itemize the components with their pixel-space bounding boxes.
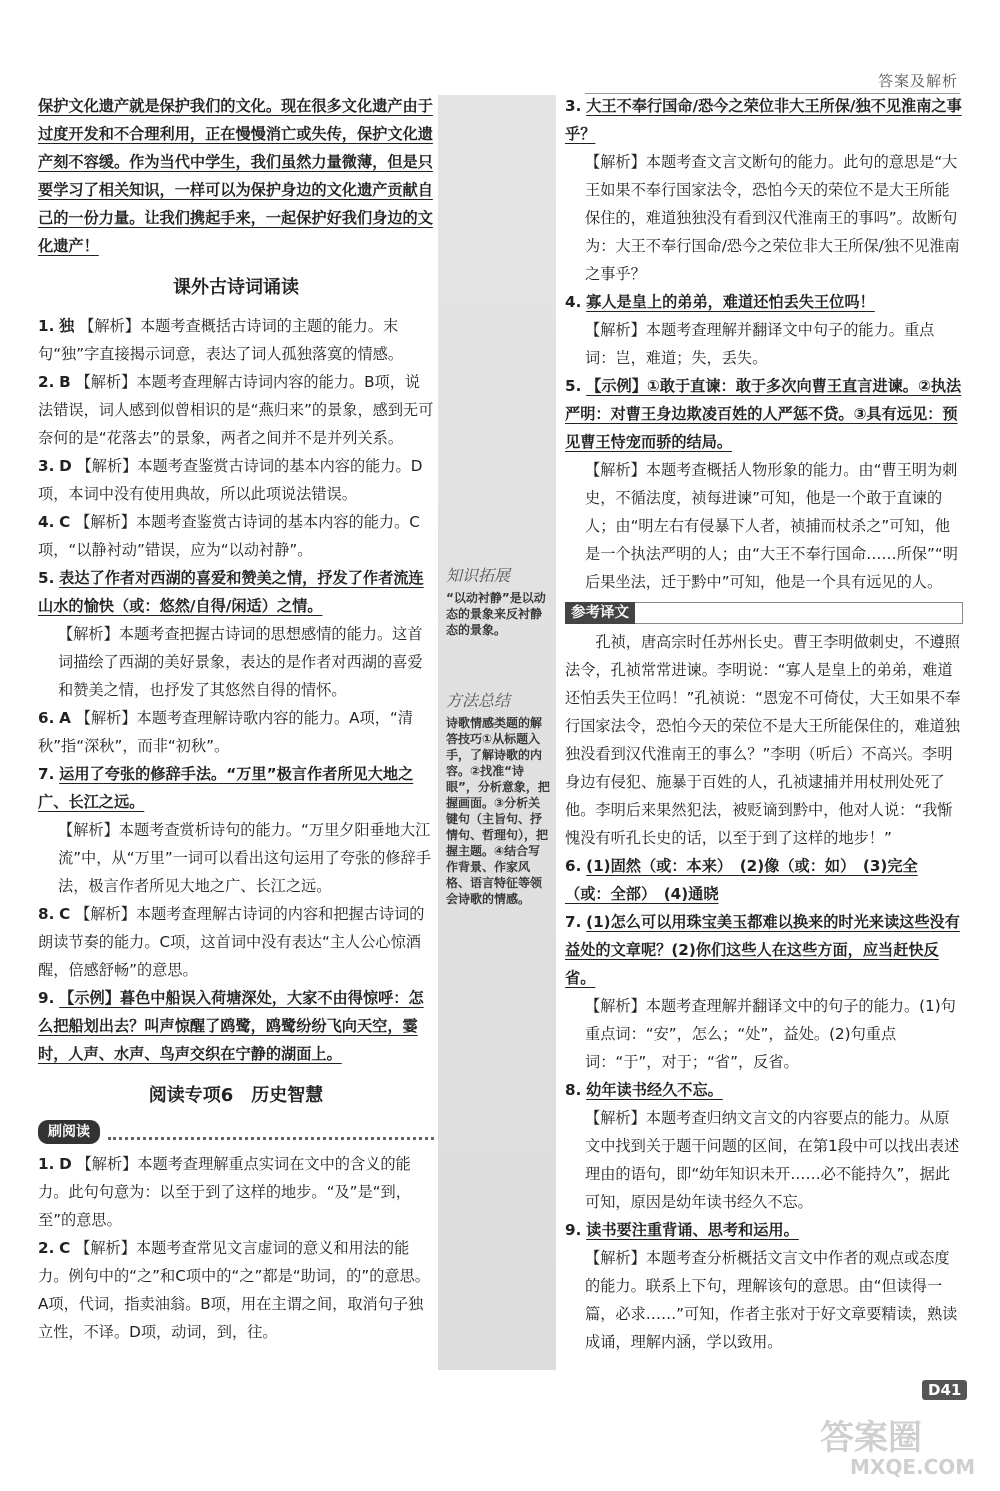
- answer-item: 3. D 【解析】本题考查鉴赏古诗词的基本内容的能力。D项，本词中没有使用典故，所以此项说法错误。: [38, 457, 423, 503]
- dotted-divider: [108, 1125, 434, 1140]
- read-banner: [38, 1120, 434, 1144]
- header-title: 答案及解析: [877, 72, 958, 90]
- answer-item: 7. 运用了夸张的修辞手法。“万里”极言作者所见大地之广、长江之远。: [38, 765, 414, 811]
- watermark-url: MXQE.COM: [850, 1455, 976, 1479]
- answer-item: 6. (1)固然（或：本来） (2)像（或：如） (3)完全（或：全部） (4)通晓: [565, 857, 918, 903]
- answer-analysis: 【解析】本题考查把握古诗词的思想感情的能力。这首词描绘了西湖的美好景象，表达的是作者对西湖的喜爱和赞美之情，也抒发了其悠然自得的情怀。: [58, 625, 423, 699]
- reference-translation-text: 孔祯，唐高宗时任苏州长史。曹王李明做刺史，不遵照法令，孔祯常常进谏。李明说：“寡人是皇上的弟弟，难道还怕丢失王位吗！”孔祯说：“恩宠不可倚仗，大王如果不奉行国家法令，恐怕今天的荣位不是大王所能保住的，难道独独没看到汉代淮南王的事么？”李明（听后）不高兴。李明身边有侵犯、施暴于百姓的人，孔祯逮捕并用杖刑处死了他。李明后来果然犯法，被贬谪到黔中，他对人说：“我惭愧没有听孔长史的话，以至于到了这样的地步！”: [565, 633, 961, 847]
- answer-item: 4. 寡人是皇上的弟弟，难道还怕丢失王位吗！: [565, 293, 875, 311]
- knowledge-box: [438, 555, 556, 638]
- read-badge: 刷阅读: [38, 1120, 100, 1144]
- right-column: [565, 92, 963, 1356]
- answer-item: 9. 【示例】暮色中船误入荷塘深处，大家不由得惊呼：怎么把船划出去？叫声惊醒了鸥鹭，鸥鹭纷纷飞向天空，霎时，人声、水声、鸟声交织在宁静的湖面上。: [38, 989, 424, 1063]
- answer-analysis: 【解析】本题考查分析概括文言文中作者的观点或态度的能力。联系上下句，理解该句的意思。由“但读得一篇，必求……”可知，作者主张对于好文章要精读，熟读成诵，理解内涵，学以致用。: [585, 1249, 958, 1351]
- answer-item: 5. 表达了作者对西湖的喜爱和赞美之情，抒发了作者流连山水的愉快（或：悠然/自得/闲适）之情。: [38, 569, 424, 615]
- answer-item: 9. 读书要注重背诵、思考和运用。: [565, 1221, 799, 1239]
- answer-item: 6. A 【解析】本题考查理解诗歌内容的能力。A项，“清秋”指“深秋”，而非“初秋”。: [38, 709, 413, 755]
- answer-analysis: 【解析】本题考查文言文断句的能力。此句的意思是“大王如果不奉行国家法令，恐怕今天的荣位不是大王所能保住的，难道独独没有看到汉代淮南王的事吗”。故断句为：大王不奉行国命/恐今之荣位非大王所保/独不见淮南之事乎？: [585, 153, 960, 283]
- reference-translation-bar: [565, 602, 963, 624]
- section-title-history: 阅读专项6 历史智慧: [148, 1085, 324, 1106]
- reference-translation-title: 参考译文: [565, 602, 635, 624]
- answer-analysis: 【解析】本题考查理解并翻译文中的句子的能力。(1)句重点词：“安”，怎么；“处”，益处。(2)句重点词：“于”，对于；“省”，反省。: [585, 997, 956, 1071]
- answer-item: 1. D 【解析】本题考查理解重点实词在文中的含义的能力。此句句意为：以至于到了这样的地步。“及”是“到，至”的意思。: [38, 1155, 411, 1229]
- answer-item: 2. B 【解析】本题考查理解古诗词内容的能力。B项，说法错误，词人感到似曾相识的是“燕归来”的景象，感到无可奈何的是“花落去”的景象，两者之间并不是并列关系。: [38, 373, 434, 447]
- reference-box-line: [635, 602, 963, 624]
- answer-analysis: 【解析】本题考查赏析诗句的能力。“万里夕阳垂地大江流”中，从“万里”一词可以看出这句运用了夸张的修辞手法，极言作者所见大地之广、长江之远。: [58, 821, 431, 895]
- knowledge-title: 知识拓展: [446, 566, 511, 585]
- watermark-logo: 答案圈: [820, 1418, 922, 1458]
- answer-item: 5. 【示例】①敢于直谏：敢于多次向曹王直言进谏。②执法严明：对曹王身边欺凌百姓的人严惩不贷。③具有远见：预见曹王恃宠而骄的结局。: [565, 377, 962, 451]
- answer-item: 4. C 【解析】本题考查鉴赏古诗词的基本内容的能力。C项，“以静衬动”错误，应为“以动衬静”。: [38, 513, 420, 559]
- knowledge-text: “以动衬静”是以动态的景象来反衬静态的景象。: [446, 591, 546, 637]
- answer-analysis: 【解析】本题考查归纳文言文的内容要点的能力。从原文中找到关于题干问题的区间，在第1段中可以找出表述理由的语句，即“幼年知识未开……必不能持久”，据此可知，原因是幼年读书经久不忘。: [585, 1109, 960, 1211]
- method-title: 方法总结: [446, 691, 511, 710]
- method-box: [438, 680, 556, 907]
- answer-item: 3. 大王不奉行国命/恐今之荣位非大王所保/独不见淮南之事乎？: [565, 97, 962, 143]
- sidebar-notes: [438, 95, 556, 1370]
- section-title-poetry: 课外古诗词诵读: [173, 277, 299, 298]
- answer-item: 8. C 【解析】本题考查理解古诗词的内容和把握古诗词的朗读节奏的能力。C项，这首词中没有表达“主人公心惊酒醒，倍感舒畅”的意思。: [38, 905, 425, 979]
- answer-analysis: 【解析】本题考查概括人物形象的能力。由“曹王明为刺史，不循法度，祯每进谏”可知，他是一个敢于直谏的人；由“明左右有侵暴下人者，祯捕而杖杀之”可知，他是一个执法严明的人；由“大王不奉行国命……所保”“明后果坐法，迁于黔中”可知，他是一个具有远见的人。: [585, 461, 958, 591]
- answer-item: 7. (1)怎么可以用珠宝美玉都难以换来的时光来读这些没有益处的文章呢？(2)你们这些人在这些方面，应当赶快反省。: [565, 913, 960, 987]
- page-number: D41: [922, 1380, 967, 1400]
- intro-paragraph: 保护文化遗产就是保护我们的文化。现在很多文化遗产由于过度开发和不合理利用，正在慢慢消亡或失传，保护文化遗产刻不容缓。作为当代中学生，我们虽然力量微薄，但是只要学习了相关知识，一样可以为保护身边的文化遗产贡献自己的一份力量。让我们携起手来，一起保护好我们身边的文化遗产！: [38, 97, 433, 255]
- method-text: 诗歌情感类题的解答技巧①从标题入手，了解诗歌的内容。②找准“诗眼”，分析意象，把握画面。③分析关键句（主旨句、抒情句、哲理句），把握主题。④结合写作背景、作家风格、语言特征等领会诗歌的情感。: [446, 716, 550, 906]
- answer-item: 2. C 【解析】本题考查常见文言虚词的意义和用法的能力。例句中的“之”和C项中的“之”都是“助词，的”的意思。A项，代词，指卖油翁。B项，用在主谓之间，取消句子独立性，不译。D项，动词，到，往。: [38, 1239, 430, 1341]
- answer-item: 8. 幼年读书经久不忘。: [565, 1081, 723, 1099]
- answer-item: 1. 独 【解析】本题考查概括古诗词的主题的能力。末句“独”字直接揭示词意，表达了词人孤独落寞的情感。: [38, 317, 404, 363]
- answer-analysis: 【解析】本题考查理解并翻译文中句子的能力。重点词：岂，难道；失，丢失。: [585, 321, 935, 367]
- left-column: [38, 92, 434, 1346]
